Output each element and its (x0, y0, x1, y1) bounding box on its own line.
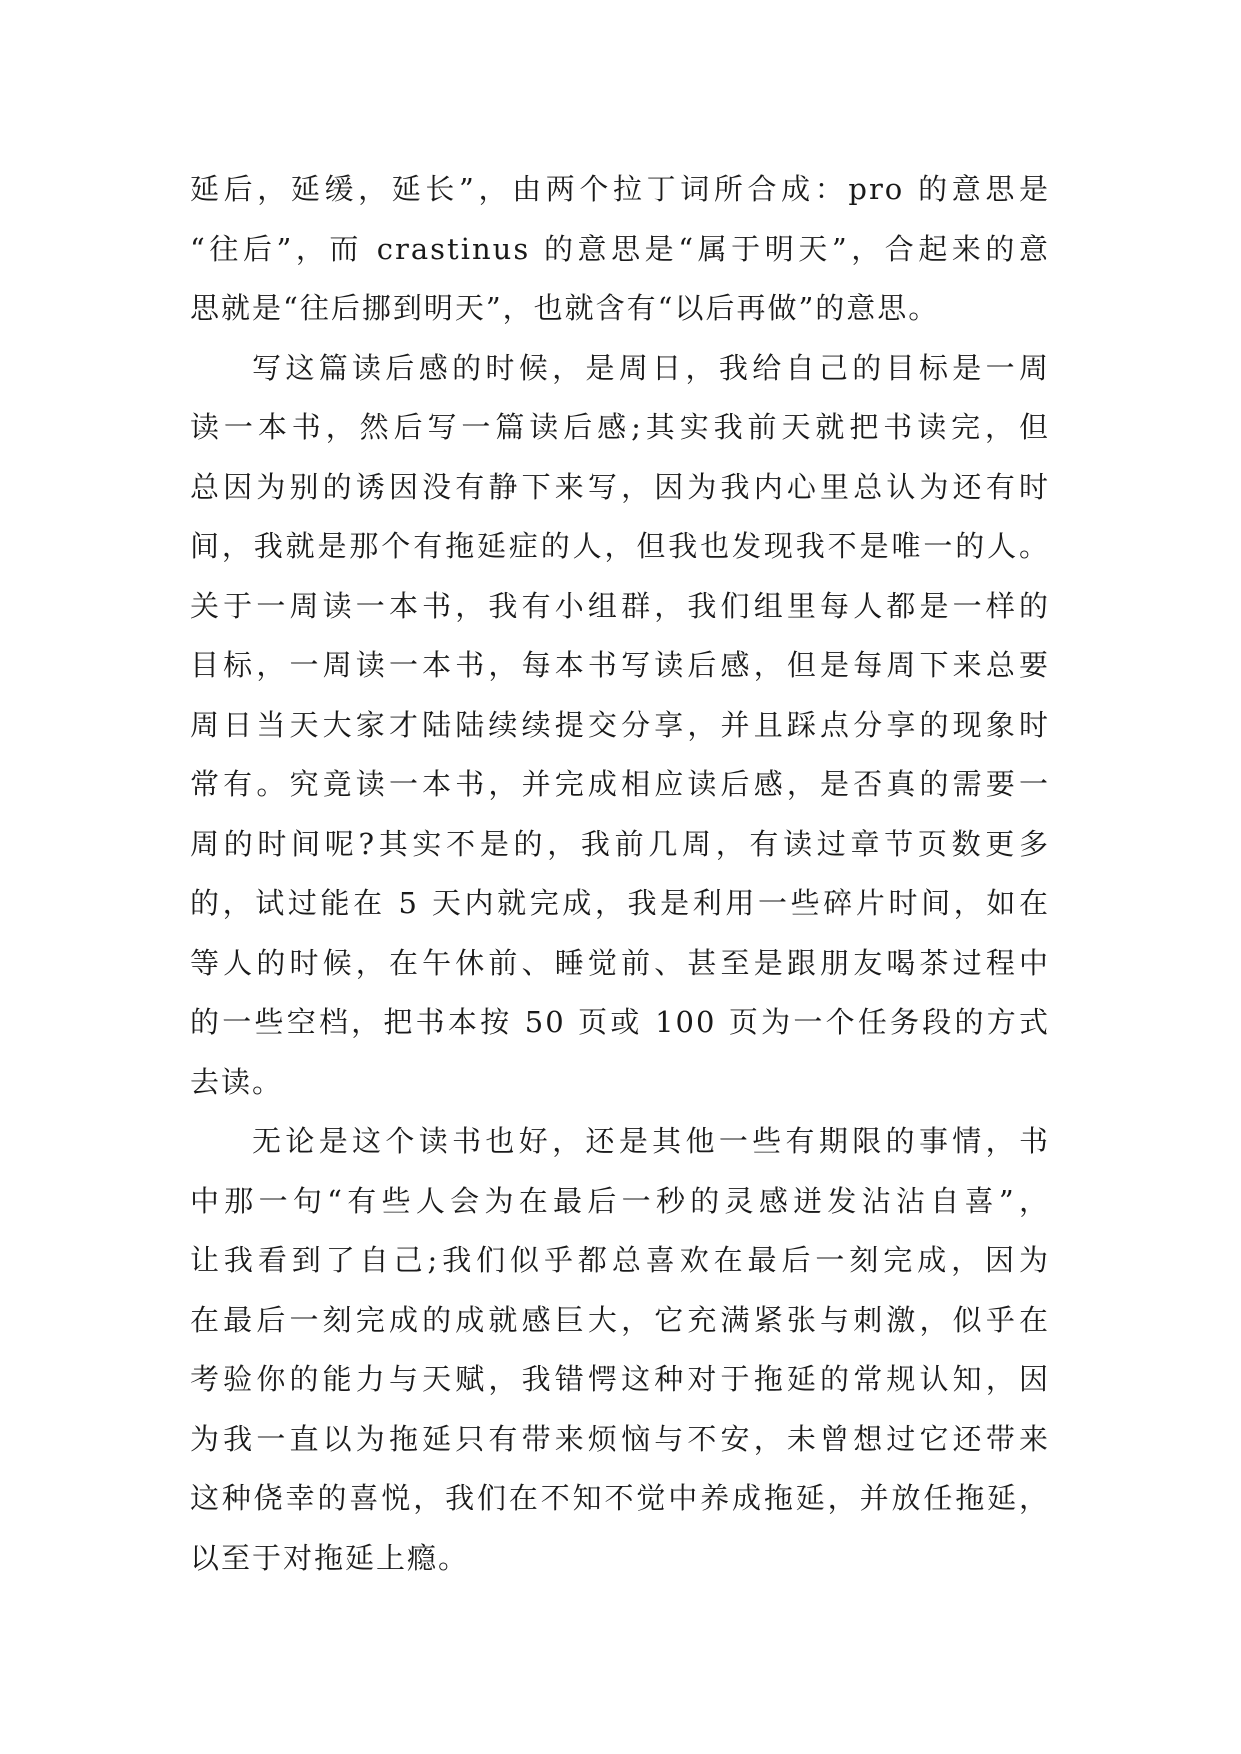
text-line: 中那一句“有些人会为在最后一秒的灵感迸发沾沾自喜”， (190, 1183, 1050, 1218)
text-line: 的一些空档，把书本按 50 页或 100 页为一个任务段的方式 (190, 1005, 1050, 1039)
text-line: 为我一直以为拖延只有带来烦恼与不安，未曾想过它还带来 (190, 1421, 1050, 1456)
text-line: 间，我就是那个有拖延症的人，但我也发现我不是唯一的人。 (190, 529, 1050, 563)
text-line: 周日当天大家才陆陆续续提交分享，并且踩点分享的现象时 (190, 707, 1050, 742)
text-line: 写这篇读后感的时候，是周日，我给自己的目标是一周 (252, 350, 1050, 385)
text-line: 以至于对拖延上瘾。 (190, 1540, 470, 1575)
text-line: 等人的时候，在午休前、睡觉前、甚至是跟朋友喝茶过程中 (190, 945, 1050, 980)
text-line: 考验你的能力与天赋，我错愕这种对于拖延的常规认知，因 (190, 1362, 1050, 1396)
text-line: 常有。究竟读一本书，并完成相应读后感，是否真的需要一 (190, 767, 1050, 801)
text-line: 在最后一刻完成的成就感巨大，它充满紧张与刺激，似乎在 (190, 1302, 1050, 1337)
text-line: 读一本书，然后写一篇读后感;其实我前天就把书读完，但 (190, 410, 1050, 444)
text-line: 周的时间呢?其实不是的，我前几周，有读过章节页数更多 (190, 826, 1050, 861)
paragraph-1 (190, 160, 1050, 339)
text-line: 这种侥幸的喜悦，我们在不知不觉中养成拖延，并放任拖延， (190, 1481, 1050, 1515)
text-line: 的，试过能在 5 天内就完成，我是利用一些碎片时间，如在 (190, 886, 1050, 920)
text-line: “往后”，而 crastinus 的意思是“属于明天”，合起来的意 (190, 231, 1050, 266)
text-line: 思就是“往后挪到明天”，也就含有“以后再做”的意思。 (190, 291, 940, 325)
document-body (190, 160, 1050, 1588)
paragraph-3 (190, 1112, 1050, 1588)
text-line: 延后，延缓，延长”，由两个拉丁词所合成：pro 的意思是 (190, 172, 1050, 206)
text-line: 总因为别的诱因没有静下来写，因为我内心里总认为还有时 (190, 469, 1050, 504)
paragraph-2 (190, 339, 1050, 1113)
text-line: 去读。 (190, 1064, 284, 1099)
text-line: 关于一周读一本书，我有小组群，我们组里每人都是一样的 (190, 588, 1050, 623)
text-line: 让我看到了自己;我们似乎都总喜欢在最后一刻完成，因为 (190, 1243, 1050, 1277)
text-line: 无论是这个读书也好，还是其他一些有期限的事情，书 (252, 1124, 1050, 1158)
text-line: 目标，一周读一本书，每本书写读后感，但是每周下来总要 (190, 648, 1050, 682)
